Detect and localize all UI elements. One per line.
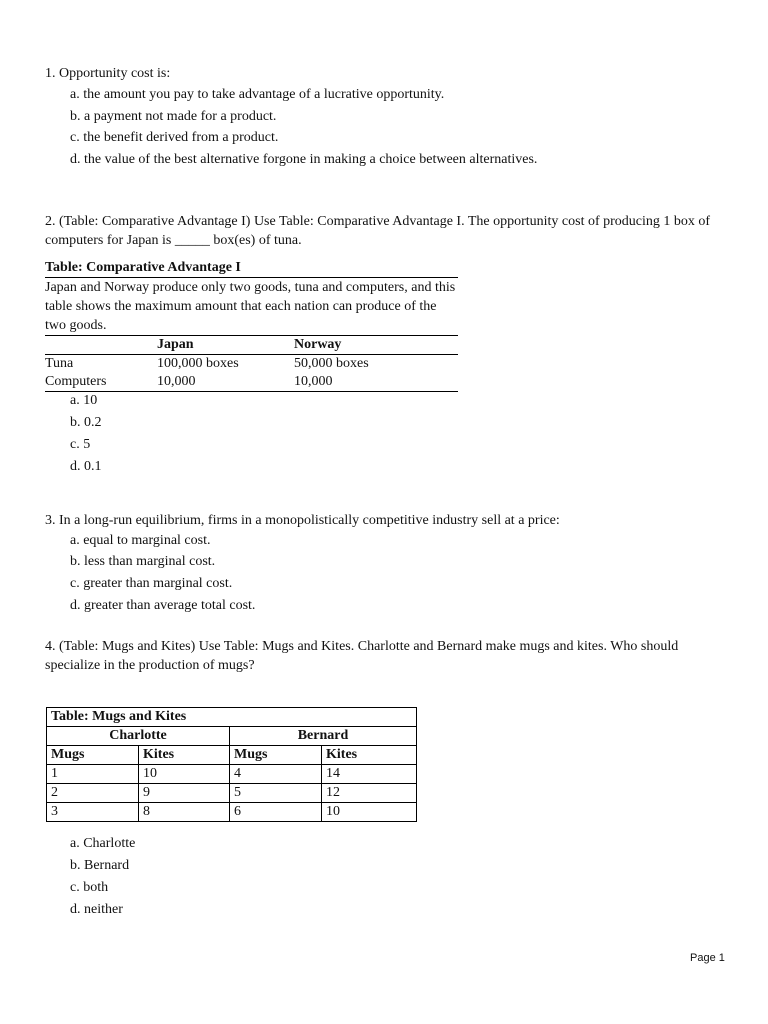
table-cell: 9 — [139, 784, 230, 803]
question-2-stem: 2. (Table: Comparative Advantage I) Use Table: Comparative Advantage I. The opportunity cost of producing 1 box of computers for Japan is _____ box(es) of tuna. — [45, 214, 711, 248]
table-cell: 2 — [47, 784, 139, 803]
table-cell: 10,000 — [157, 373, 294, 392]
q4-option-b: b. Bernard — [70, 858, 130, 873]
table-cell: 12 — [322, 784, 417, 803]
mugs-and-kites-table — [46, 707, 417, 822]
q1-option-d: d. the value of the best alternative forgone in making a choice between alternatives. — [70, 152, 538, 167]
q1-option-b: b. a payment not made for a product. — [70, 109, 277, 124]
table-header-mugs: Mugs — [230, 746, 322, 765]
table-cell: 100,000 boxes — [157, 356, 239, 371]
q2-option-c: c. 5 — [70, 437, 91, 452]
table-header-norway: Norway — [294, 336, 458, 355]
q3-option-c: c. greater than marginal cost. — [70, 576, 233, 591]
table-cell: Tuna — [45, 356, 74, 371]
table-header-mugs: Mugs — [47, 746, 139, 765]
table-header-cell — [45, 336, 157, 355]
table-row — [47, 803, 417, 822]
q1-option-a: a. the amount you pay to take advantage of a lucrative opportunity. — [70, 87, 445, 102]
q4-option-c: c. both — [70, 880, 109, 895]
table-row — [47, 765, 417, 784]
table-description: Japan and Norway produce only two goods, tuna and computers, and this table shows the maximum amount that each nation can produce of the two goods. — [45, 278, 458, 336]
table-header-kites: Kites — [322, 746, 417, 765]
q3-option-d: d. greater than average total cost. — [70, 598, 256, 613]
table-cell: Computers — [45, 373, 157, 392]
table-cell: 5 — [230, 784, 322, 803]
q2-option-d: d. 0.1 — [70, 459, 102, 474]
q3-option-b: b. less than marginal cost. — [70, 554, 216, 569]
table-cell: 1 — [47, 765, 139, 784]
table-cell: 14 — [322, 765, 417, 784]
table-cell: 10,000 — [294, 373, 458, 392]
q1-option-c: c. the benefit derived from a product. — [70, 130, 279, 145]
q4-option-d: d. neither — [70, 902, 123, 917]
table-cell: 4 — [230, 765, 322, 784]
table-row — [47, 784, 417, 803]
q2-option-b: b. 0.2 — [70, 415, 102, 430]
table-cell: 3 — [47, 803, 139, 822]
group-header-bernard: Bernard — [230, 727, 417, 746]
question-4-stem: 4. (Table: Mugs and Kites) Use Table: Mugs and Kites. Charlotte and Bernard make mugs and kites. Who should specialize in the production of mugs? — [45, 639, 679, 673]
table-title: Table: Mugs and Kites — [47, 708, 417, 727]
comparative-advantage-table — [45, 259, 458, 392]
q3-option-a: a. equal to marginal cost. — [70, 533, 211, 548]
table-cell: 10 — [322, 803, 417, 822]
q2-option-a: a. 10 — [70, 393, 98, 408]
q4-option-a: a. Charlotte — [70, 836, 136, 851]
table-cell: 50,000 boxes — [294, 356, 369, 371]
table-row — [45, 373, 458, 392]
table-header-kites: Kites — [139, 746, 230, 765]
table-cell: 8 — [139, 803, 230, 822]
table-cell: 10 — [139, 765, 230, 784]
table-row — [45, 355, 458, 374]
table-title: Table: Comparative Advantage I — [45, 259, 458, 278]
table-header-japan: Japan — [157, 336, 294, 355]
table-cell: 6 — [230, 803, 322, 822]
group-header-charlotte: Charlotte — [47, 727, 230, 746]
question-1-stem: 1. Opportunity cost is: — [45, 66, 171, 81]
question-3-stem: 3. In a long-run equilibrium, firms in a monopolistically competitive industry sell at a price: — [45, 513, 560, 528]
page-number: Page 1 — [690, 952, 725, 964]
